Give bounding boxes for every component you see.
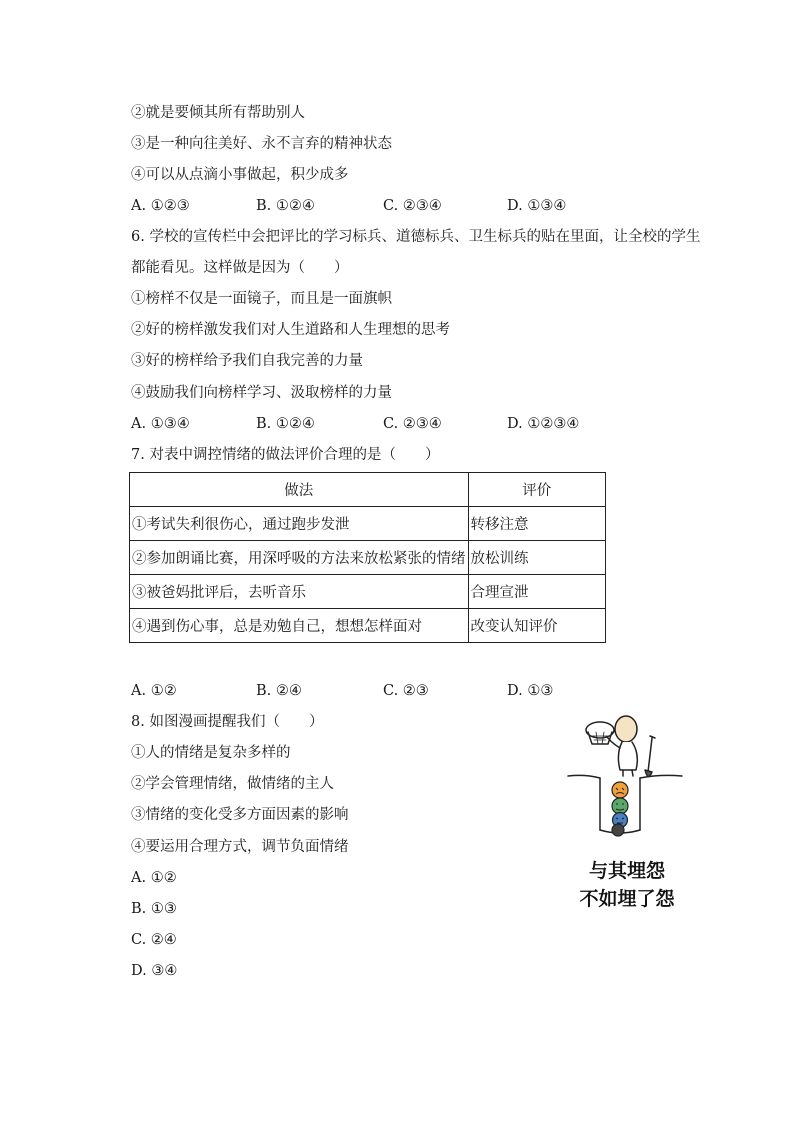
q5-item-3: ③是一种向往美好、永不言弃的精神状态	[131, 136, 392, 152]
q6-stem-line2: 都能看见。这样做是因为（ ）	[131, 260, 349, 276]
q5-option-a[interactable]: A. ①②③	[131, 198, 190, 214]
q7-stem: 7. 对表中调控情绪的做法评价合理的是（ ）	[131, 447, 440, 463]
cartoon-illustration	[560, 712, 695, 917]
q8-option-d[interactable]: D. ③④	[131, 963, 178, 979]
table-cell-evaluation: 改变认知评价	[468, 609, 606, 643]
table-cell-evaluation: 放松训练	[468, 541, 606, 575]
q6-options	[131, 414, 651, 434]
q7-option-c[interactable]: C. ②③	[383, 683, 429, 699]
q8-option-a[interactable]: A. ①②	[131, 870, 177, 886]
q5-item-4: ④可以从点滴小事做起，积少成多	[131, 167, 349, 183]
q6-option-c[interactable]: C. ②③④	[383, 416, 442, 432]
table-header-evaluation: 评价	[468, 473, 606, 507]
q8-item-3: ③情绪的变化受多方面因素的影响	[131, 807, 349, 823]
table-header-row	[130, 473, 606, 507]
q7-option-a[interactable]: A. ①②	[131, 683, 177, 699]
table-cell-method: ②参加朗诵比赛，用深呼吸的方法来放松紧张的情绪	[130, 541, 469, 575]
q6-item-4: ④鼓励我们向榜样学习、汲取榜样的力量	[131, 385, 392, 401]
q6-item-3: ③好的榜样给予我们自我完善的力量	[131, 353, 363, 369]
table-cell-method: ①考试失利很伤心，通过跑步发泄	[130, 507, 469, 541]
table-header-method: 做法	[130, 473, 469, 507]
table-row	[130, 507, 606, 541]
q5-item-2: ②就是要倾其所有帮助别人	[131, 105, 305, 121]
cartoon-caption-line1: 与其埋怨	[588, 860, 666, 882]
cartoon-caption-line2: 不如埋了怨	[579, 888, 675, 910]
q7-table	[129, 472, 606, 643]
q6-option-a[interactable]: A. ①③④	[131, 416, 190, 432]
q8-item-1: ①人的情绪是复杂多样的	[131, 745, 291, 761]
table-cell-method: ③被爸妈批评后，去听音乐	[130, 575, 469, 609]
q5-options	[131, 196, 651, 216]
table-row	[130, 541, 606, 575]
q7-option-b[interactable]: B. ②④	[256, 683, 302, 699]
q8-option-b[interactable]: B. ①③	[131, 901, 177, 917]
q6-option-b[interactable]: B. ①②④	[256, 416, 315, 432]
q8-option-c[interactable]: C. ②④	[131, 932, 177, 948]
q5-option-b[interactable]: B. ①②④	[256, 198, 315, 214]
table-cell-evaluation: 转移注意	[468, 507, 606, 541]
q6-item-1: ①榜样不仅是一面镜子，而且是一面旗帜	[131, 291, 392, 307]
table-row	[130, 609, 606, 643]
q5-option-c[interactable]: C. ②③④	[383, 198, 442, 214]
q8-item-2: ②学会管理情绪，做情绪的主人	[131, 776, 334, 792]
q8-item-4: ④要运用合理方式，调节负面情绪	[131, 839, 349, 855]
q6-item-2: ②好的榜样激发我们对人生道路和人生理想的思考	[131, 322, 450, 338]
table-row	[130, 575, 606, 609]
q7-option-d[interactable]: D. ①③	[507, 683, 554, 699]
q7-options	[131, 681, 651, 701]
q6-stem-line1: 6. 学校的宣传栏中会把评比的学习标兵、道德标兵、卫生标兵的贴在里面，让全校的学生	[131, 229, 701, 245]
q6-option-d[interactable]: D. ①②③④	[507, 416, 580, 432]
table-cell-method: ④遇到伤心事，总是劝勉自己，想想怎样面对	[130, 609, 469, 643]
q8-stem: 8. 如图漫画提醒我们（ ）	[131, 714, 324, 730]
q5-option-d[interactable]: D. ①③④	[507, 198, 567, 214]
table-cell-evaluation: 合理宣泄	[468, 575, 606, 609]
